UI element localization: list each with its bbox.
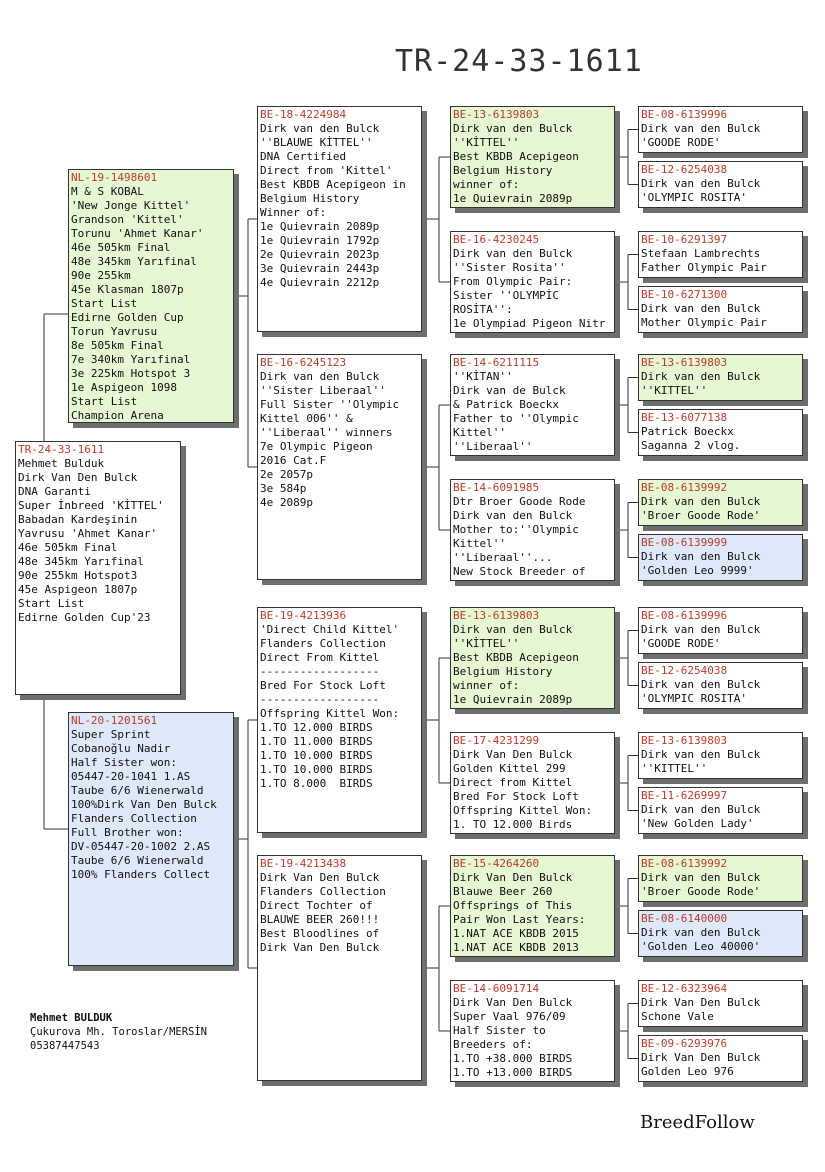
info-line: Dirk van den Bulck bbox=[453, 247, 573, 260]
info-line: 3e 584p bbox=[260, 482, 307, 495]
great-grandparent-card bbox=[450, 732, 615, 834]
info-line: 48e 345km Yarıfinal bbox=[18, 555, 144, 568]
ring-number: BE-15-4264260 bbox=[453, 857, 540, 870]
info-line: Golden Leo 976 bbox=[641, 1065, 734, 1078]
info-line: 1e Quievrain 1792p bbox=[260, 234, 380, 247]
ring-number: BE-19-4213936 bbox=[260, 609, 347, 622]
owner-address: Çukurova Mh. Toroslar/MERSİN bbox=[30, 1026, 208, 1038]
ring-number: BE-14-6211115 bbox=[453, 356, 540, 369]
info-line: Yavrusu 'Ahmet Kanar' bbox=[18, 527, 158, 540]
info-line: Dirk van den Bulck bbox=[641, 122, 761, 135]
info-line: Kittel 006'' & bbox=[260, 412, 353, 425]
info-line: Full Sister ''Olympic bbox=[260, 398, 400, 411]
gen4-card bbox=[638, 855, 803, 902]
info-line: From Olympic Pair: bbox=[453, 275, 573, 288]
info-line: 1e Quievrain 2089p bbox=[453, 693, 573, 706]
info-line: Dirk van den Bulck bbox=[641, 926, 761, 939]
info-line: 1.TO 10.000 BIRDS bbox=[260, 763, 373, 776]
gen4-card bbox=[638, 161, 803, 208]
info-line: ------------------ bbox=[260, 693, 380, 706]
info-line: 1.TO 11.000 BIRDS bbox=[260, 735, 373, 748]
info-line: Edirne Golden Cup'23 bbox=[18, 611, 151, 624]
ring-number: BE-11-6269997 bbox=[641, 789, 728, 802]
ring-number: BE-16-4230245 bbox=[453, 233, 540, 246]
info-line: Dirk van de Bulck bbox=[453, 384, 566, 397]
info-line: Kittel'' bbox=[453, 537, 506, 550]
info-line: Start List bbox=[71, 395, 138, 408]
info-line: Patrick Boeckx bbox=[641, 425, 734, 438]
info-line: DNA Garanti bbox=[18, 485, 91, 498]
grandparent-card-dam-dam bbox=[257, 855, 422, 1081]
info-line: Dirk van den Bulck bbox=[641, 302, 761, 315]
ring-number: BE-17-4231299 bbox=[453, 734, 540, 747]
info-line: ROSİTA'': bbox=[453, 303, 513, 316]
info-line: Flanders Collection bbox=[260, 885, 386, 898]
info-line: 1e Olympiad Pigeon Nitr bbox=[453, 317, 606, 330]
great-grandparent-card bbox=[450, 980, 615, 1082]
info-line: Flanders Collection bbox=[260, 637, 386, 650]
ring-number: BE-08-6139996 bbox=[641, 108, 728, 121]
info-line: 8e 505km Final bbox=[71, 339, 164, 352]
info-line: Dirk van den Bulck bbox=[641, 177, 761, 190]
info-line: Dirk van den Bulck bbox=[453, 623, 573, 636]
info-line: 1.TO +38.000 BIRDS bbox=[453, 1052, 573, 1065]
info-line: 'Broer Goode Rode' bbox=[641, 885, 761, 898]
info-line: Best KBDB Acepigeon bbox=[453, 651, 579, 664]
page-title: TR-24-33-1611 bbox=[395, 44, 643, 79]
info-line: 45e Aspigeon 1807p bbox=[18, 583, 138, 596]
sire-card bbox=[68, 169, 234, 423]
info-line: Winner of: bbox=[260, 206, 327, 219]
info-line: winner of: bbox=[453, 178, 520, 191]
info-line: Offspring Kittel Won: bbox=[453, 804, 593, 817]
info-line: Dirk van den Bulck bbox=[641, 370, 761, 383]
info-line: 3e 225km Hotspot 3 bbox=[71, 367, 191, 380]
info-line: 100%Dirk Van Den Bulck bbox=[71, 798, 217, 811]
info-line: 'Golden Leo 9999' bbox=[641, 564, 754, 577]
info-line: ''KITTEL'' bbox=[641, 384, 708, 397]
gen4-card bbox=[638, 231, 803, 278]
info-line: Flanders Collection bbox=[71, 812, 197, 825]
info-line: & Patrick Boeckx bbox=[453, 398, 559, 411]
info-line: Direct From Kittel bbox=[260, 651, 380, 664]
great-grandparent-card bbox=[450, 354, 615, 456]
ring-number: BE-16-6245123 bbox=[260, 356, 347, 369]
info-line: Edirne Golden Cup bbox=[71, 311, 184, 324]
gen4-card bbox=[638, 607, 803, 654]
great-grandparent-card bbox=[450, 106, 615, 208]
ring-number: BE-19-4213438 bbox=[260, 857, 347, 870]
info-line: Mother Olympic Pair bbox=[641, 316, 767, 329]
info-line: Blauwe Beer 260 bbox=[453, 885, 553, 898]
info-line: 1.NAT ACE KBDB 2015 bbox=[453, 927, 579, 940]
info-line: Direct Tochter of bbox=[260, 899, 373, 912]
info-line: 4e Quievrain 2212p bbox=[260, 276, 380, 289]
ring-number: TR-24-33-1611 bbox=[18, 443, 105, 456]
info-line: 3e Quievrain 2443p bbox=[260, 262, 380, 275]
info-line: Dirk van den Bulck bbox=[641, 871, 761, 884]
gen4-card bbox=[638, 662, 803, 709]
info-line: 'GOODE RODE' bbox=[641, 136, 721, 149]
info-line: Best Bloodlines of bbox=[260, 927, 380, 940]
info-line: 1.TO +13.000 BIRDS bbox=[453, 1066, 573, 1079]
info-line: Dirk Van Den Bulck bbox=[453, 871, 573, 884]
ring-number: BE-12-6323964 bbox=[641, 982, 728, 995]
gen4-card bbox=[638, 534, 803, 581]
ring-number: BE-14-6091985 bbox=[453, 481, 540, 494]
info-line: 1.NAT ACE KBDB 2013 bbox=[453, 941, 579, 954]
info-line: 'Broer Goode Rode' bbox=[641, 509, 761, 522]
info-line: Belgium History bbox=[453, 164, 553, 177]
info-line: Belgium History bbox=[260, 192, 360, 205]
info-line: 'New Jonge Kittel' bbox=[71, 199, 191, 212]
gen4-card bbox=[638, 980, 803, 1027]
info-line: Stefaan Lambrechts bbox=[641, 247, 761, 260]
subject-pigeon-card bbox=[15, 441, 181, 695]
ring-number: BE-08-6139992 bbox=[641, 857, 728, 870]
info-line: Dirk van den Bulck bbox=[260, 122, 380, 135]
info-line: 2016 Cat.F bbox=[260, 454, 327, 467]
info-line: 2e 2057p bbox=[260, 468, 313, 481]
info-line: ''Liberaal'' bbox=[453, 440, 533, 453]
info-line: Bred For Stock Loft bbox=[453, 790, 579, 803]
info-line: ''BLAUWE KİTTEL'' bbox=[260, 136, 373, 149]
info-line: Dirk Van Den Bulck bbox=[260, 871, 380, 884]
ring-number: BE-14-6091714 bbox=[453, 982, 540, 995]
info-line: Dirk van den Bulck bbox=[641, 495, 761, 508]
info-line: Sister ''OLYMPİC bbox=[453, 289, 559, 302]
info-line: 90e 255km bbox=[71, 269, 131, 282]
info-line: 1e Quievrain 2089p bbox=[453, 192, 573, 205]
info-line: Full Brother won: bbox=[71, 826, 184, 839]
info-line: Super İnbreed 'KİTTEL' bbox=[18, 499, 164, 512]
info-line: Schone Vale bbox=[641, 1010, 714, 1023]
ring-number: BE-13-6139803 bbox=[641, 734, 728, 747]
info-line: 1.TO 12.000 BIRDS bbox=[260, 721, 373, 734]
dam-card bbox=[68, 712, 234, 966]
gen4-card bbox=[638, 354, 803, 401]
info-line: Dirk Van Den Bulck bbox=[260, 941, 380, 954]
info-line: Golden Kittel 299 bbox=[453, 762, 566, 775]
info-line: Offsprings of This bbox=[453, 899, 573, 912]
info-line: ''KITTEL'' bbox=[641, 762, 708, 775]
gen4-card bbox=[638, 910, 803, 957]
info-line: Dirk Van Den Bulck bbox=[453, 748, 573, 761]
grandparent-card-sire-sire bbox=[257, 106, 422, 332]
info-line: 7e 340km Yarıfinal bbox=[71, 353, 191, 366]
info-line: DV-05447-20-1002 2.AS bbox=[71, 840, 211, 853]
info-line: 45e Klasman 1807p bbox=[71, 283, 184, 296]
info-line: 48e 345km Yarıfinal bbox=[71, 255, 197, 268]
gen4-card bbox=[638, 787, 803, 834]
info-line: Father Olympic Pair bbox=[641, 261, 767, 274]
info-line: ''KİTTEL'' bbox=[453, 136, 520, 149]
info-line: 'New Golden Lady' bbox=[641, 817, 754, 830]
ring-number: BE-13-6077138 bbox=[641, 411, 728, 424]
ring-number: BE-18-4224984 bbox=[260, 108, 347, 121]
ring-number: NL-19-1498601 bbox=[71, 171, 158, 184]
ring-number: NL-20-1201561 bbox=[71, 714, 158, 727]
info-line: Super Sprint bbox=[71, 728, 151, 741]
info-line: BLAUWE BEER 260!!! bbox=[260, 913, 380, 926]
info-line: Belgium History bbox=[453, 665, 553, 678]
info-line: ''Sister Liberaal'' bbox=[260, 384, 386, 397]
info-line: DNA Certified bbox=[260, 150, 347, 163]
info-line: ''Liberaal'' winners bbox=[260, 426, 393, 439]
info-line: ''Sister Rosita'' bbox=[453, 261, 566, 274]
gen4-card bbox=[638, 409, 803, 456]
info-line: 1. TO 12.000 Birds bbox=[453, 818, 573, 831]
grandparent-card-dam-sire bbox=[257, 607, 422, 833]
brand-logo-text: BreedFollow bbox=[640, 1112, 755, 1133]
gen4-card bbox=[638, 1035, 803, 1082]
great-grandparent-card bbox=[450, 855, 615, 957]
info-line: 'OLYMPIC ROSITA' bbox=[641, 692, 747, 705]
ring-number: BE-08-6139999 bbox=[641, 536, 728, 549]
ring-number: BE-10-6271300 bbox=[641, 288, 728, 301]
info-line: 'Golden Leo 40000' bbox=[641, 940, 761, 953]
ring-number: BE-12-6254038 bbox=[641, 163, 728, 176]
info-line: 1.TO 8.000 BIRDS bbox=[260, 777, 373, 790]
grandparent-card-sire-dam bbox=[257, 354, 422, 580]
info-line: 4e 2089p bbox=[260, 496, 313, 509]
info-line: Dirk Van Den Bulck bbox=[18, 471, 138, 484]
info-line: 'GOODE RODE' bbox=[641, 637, 721, 650]
info-line: Half Sister to bbox=[453, 1024, 546, 1037]
info-line: 2e Quievrain 2023p bbox=[260, 248, 380, 261]
info-line: Taube 6/6 Wienerwald bbox=[71, 784, 204, 797]
info-line: M & S KOBAL bbox=[71, 185, 144, 198]
info-line: Father to ''Olympic bbox=[453, 412, 579, 425]
info-line: New Stock Breeder of bbox=[453, 565, 586, 578]
info-line: Super Vaal 976/09 bbox=[453, 1010, 566, 1023]
info-line: 46e 505km Final bbox=[18, 541, 118, 554]
ring-number: BE-08-6140000 bbox=[641, 912, 728, 925]
info-line: 'OLYMPIC ROSITA' bbox=[641, 191, 747, 204]
info-line: Grandson 'Kittel' bbox=[71, 213, 184, 226]
info-line: Champion Arena bbox=[71, 409, 164, 422]
info-line: Dirk Van Den Bulck bbox=[453, 996, 573, 1009]
info-line: Mehmet Bulduk bbox=[18, 457, 105, 470]
info-line: 'Direct Child Kittel' bbox=[260, 623, 400, 636]
info-line: Dirk van den Bulck bbox=[260, 370, 380, 383]
info-line: Cobanoğlu Nadir bbox=[71, 742, 171, 755]
ring-number: BE-08-6139992 bbox=[641, 481, 728, 494]
info-line: Mother to:''Olympic bbox=[453, 523, 579, 536]
info-line: Bred For Stock Loft bbox=[260, 679, 386, 692]
owner-contact bbox=[30, 1011, 207, 1053]
info-line: Offspring Kittel Won: bbox=[260, 707, 400, 720]
ring-number: BE-13-6139803 bbox=[641, 356, 728, 369]
info-line: Direct from Kittel bbox=[453, 776, 573, 789]
ring-number: BE-09-6293976 bbox=[641, 1037, 728, 1050]
gen4-card bbox=[638, 106, 803, 153]
great-grandparent-card bbox=[450, 479, 615, 581]
info-line: 7e Olympic Pigeon bbox=[260, 440, 373, 453]
great-grandparent-card bbox=[450, 607, 615, 709]
ring-number: BE-08-6139996 bbox=[641, 609, 728, 622]
info-line: 90e 255km Hotspot3 bbox=[18, 569, 138, 582]
ring-number: BE-13-6139803 bbox=[453, 609, 540, 622]
info-line: 100% Flanders Collect bbox=[71, 868, 211, 881]
info-line: 46e 505km Final bbox=[71, 241, 171, 254]
info-line: Dirk van den Bulck bbox=[641, 623, 761, 636]
info-line: Start List bbox=[71, 297, 138, 310]
info-line: Dirk van den Bulck bbox=[641, 748, 761, 761]
info-line: Taube 6/6 Wienerwald bbox=[71, 854, 204, 867]
info-line: 05447-20-1041 1.AS bbox=[71, 770, 191, 783]
info-line: Babadan Kardeşinin bbox=[18, 513, 138, 526]
owner-phone: 05387447543 bbox=[30, 1040, 100, 1052]
info-line: Kittel'' bbox=[453, 426, 506, 439]
info-line: ''KİTTEL'' bbox=[453, 637, 520, 650]
info-line: Start List bbox=[18, 597, 85, 610]
info-line: Direct from 'Kittel' bbox=[260, 164, 393, 177]
info-line: ''KİTAN'' bbox=[453, 370, 513, 383]
info-line: Half Sister won: bbox=[71, 756, 177, 769]
info-line: 1e Quievrain 2089p bbox=[260, 220, 380, 233]
info-line: Dirk van den Bulck bbox=[641, 678, 761, 691]
gen4-card bbox=[638, 286, 803, 333]
ring-number: BE-10-6291397 bbox=[641, 233, 728, 246]
info-line: Torun Yavrusu bbox=[71, 325, 158, 338]
info-line: Dirk van den Bulck bbox=[453, 509, 573, 522]
info-line: Dtr Broer Goode Rode bbox=[453, 495, 586, 508]
gen4-card bbox=[638, 732, 803, 779]
info-line: winner of: bbox=[453, 679, 520, 692]
info-line: Dirk van den Bulck bbox=[641, 550, 761, 563]
info-line: ------------------ bbox=[260, 665, 380, 678]
owner-name: Mehmet BULDUK bbox=[30, 1012, 113, 1024]
info-line: Saganna 2 vlog. bbox=[641, 439, 741, 452]
info-line: Pair Won Last Years: bbox=[453, 913, 586, 926]
ring-number: BE-13-6139803 bbox=[453, 108, 540, 121]
info-line: ''Liberaal''... bbox=[453, 551, 553, 564]
info-line: Torunu 'Ahmet Kanar' bbox=[71, 227, 204, 240]
great-grandparent-card bbox=[450, 231, 615, 333]
ring-number: BE-12-6254038 bbox=[641, 664, 728, 677]
info-line: Dirk van den Bulck bbox=[641, 803, 761, 816]
info-line: Best KBDB Acepigeon in bbox=[260, 178, 406, 191]
gen4-card bbox=[638, 479, 803, 526]
info-line: 1e Aspigeon 1098 bbox=[71, 381, 177, 394]
info-line: Dirk van den Bulck bbox=[453, 122, 573, 135]
info-line: Dirk Van Den Bulck bbox=[641, 1051, 761, 1064]
info-line: Best KBDB Acepigeon bbox=[453, 150, 579, 163]
info-line: Breeders of: bbox=[453, 1038, 533, 1051]
info-line: Dirk Van Den Bulck bbox=[641, 996, 761, 1009]
info-line: 1.TO 10.000 BIRDS bbox=[260, 749, 373, 762]
